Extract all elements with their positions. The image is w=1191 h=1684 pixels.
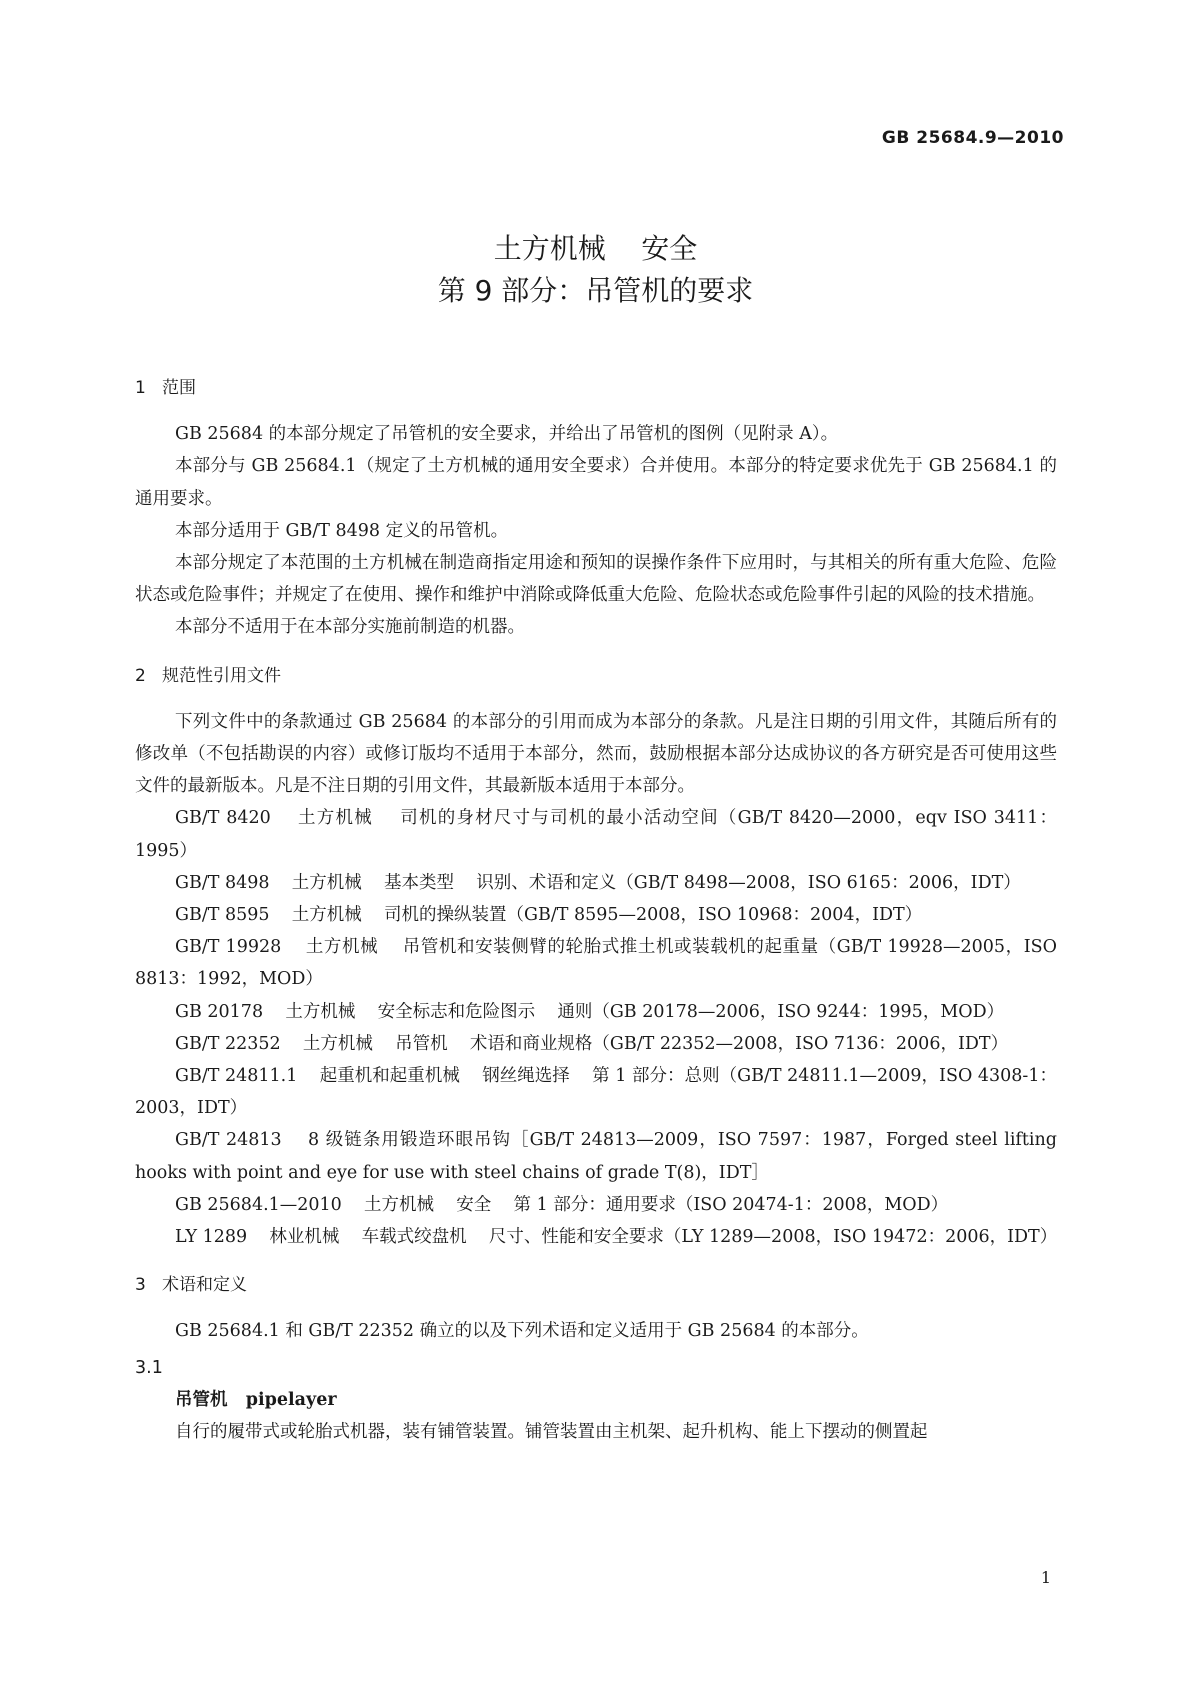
paragraph: 本部分适用于 GB/T 8498 定义的吊管机。 (175, 520, 509, 541)
reference-item: LY 1289 林业机械 车载式绞盘机 尺寸、性能和安全要求（LY 1289—2008，ISO 19472：2006，IDT） (175, 1227, 1058, 1248)
paragraph: GB 25684 的本部分规定了吊管机的安全要求，并给出了吊管机的图例（见附录 A）。 (175, 424, 839, 445)
reference-item: GB 20178 土方机械 安全标志和危险图示 通则（GB 20178—2006，ISO 9244：1995，MOD） (175, 1001, 1005, 1022)
standard-number: GB 25684.9—2010 (881, 128, 1064, 148)
term-number: 3.1 (135, 1357, 163, 1378)
document-title (0, 228, 1191, 312)
reference-item: GB 25684.1—2010 土方机械 安全 第 1 部分：通用要求（ISO 20474-1：2008，MOD） (175, 1194, 949, 1215)
paragraph: 本部分不适用于在本部分实施前制造的机器。 (175, 617, 525, 638)
reference-item: GB/T 8420 土方机械 司机的身材尺寸与司机的最小活动空间（GB/T 8420—2000，eqv ISO 3411：1995） (135, 808, 1057, 861)
page-number: 1 (1040, 1568, 1051, 1587)
paragraph: 本部分规定了本范围的土方机械在制造商指定用途和预知的误操作条件下应用时，与其相关的所有重大危险、危险状态或危险事件；并规定了在使用、操作和维护中消除或降低重大危险、危险状态或危险事件引起的风险的技术措施。 (135, 553, 1057, 606)
paragraph: 下列文件中的条款通过 GB 25684 的本部分的引用而成为本部分的条款。凡是注日期的引用文件，其随后所有的修改单（不包括勘误的内容）或修订版均不适用于本部分，然而，鼓励根据本部分达成协议的各方研究是否可使用这些文件的最新版本。凡是不注日期的引用文件，其最新版本适用于本部分。 (135, 711, 1057, 797)
term-english: pipelayer (245, 1389, 337, 1410)
title-line-2: 第 9 部分：吊管机的要求 (437, 274, 754, 307)
term-entry (135, 1384, 1057, 1416)
reference-item: GB/T 8498 土方机械 基本类型 识别、术语和定义（GB/T 8498—2008，ISO 6165：2006，IDT） (175, 872, 1021, 893)
term-chinese: 吊管机 (175, 1389, 228, 1410)
section-heading-normative-references: 2 规范性引用文件 (135, 665, 282, 686)
section-heading-terms: 3 术语和定义 (135, 1275, 248, 1296)
term-definition: 自行的履带式或轮胎式机器，装有铺管装置。铺管装置由主机架、起升机构、能上下摆动的侧置起 (175, 1422, 928, 1443)
paragraph: 本部分与 GB 25684.1（规定了土方机械的通用安全要求）合并使用。本部分的特定要求优先于 GB 25684.1 的通用要求。 (135, 456, 1057, 509)
reference-item: GB/T 19928 土方机械 吊管机和安装侧臂的轮胎式推土机或装载机的起重量（GB/T 19928—2005，ISO 8813：1992，MOD） (135, 937, 1063, 990)
reference-item: GB/T 22352 土方机械 吊管机 术语和商业规格（GB/T 22352—2008，ISO 7136：2006，IDT） (175, 1033, 1009, 1054)
reference-item: GB/T 24813 8 级链条用锻造环眼吊钩［GB/T 24813—2009，ISO 7597：1987，Forged steel lifting hooks with point and eye for use with steel chains of grade T(8)，IDT］ (135, 1130, 1063, 1183)
document-body (135, 372, 1063, 1448)
reference-item: GB/T 8595 土方机械 司机的操纵装置（GB/T 8595—2008，ISO 10968：2004，IDT） (175, 905, 923, 926)
title-line-1: 土方机械 安全 (493, 232, 698, 265)
section-heading-scope: 1 范围 (135, 378, 197, 398)
paragraph: GB 25684.1 和 GB/T 22352 确立的以及下列术语和定义适用于 GB 25684 的本部分。 (175, 1321, 869, 1342)
reference-item: GB/T 24811.1 起重机和起重机械 钢丝绳选择 第 1 部分：总则（GB/T 24811.1—2009，ISO 4308-1：2003，IDT） (135, 1066, 1057, 1119)
